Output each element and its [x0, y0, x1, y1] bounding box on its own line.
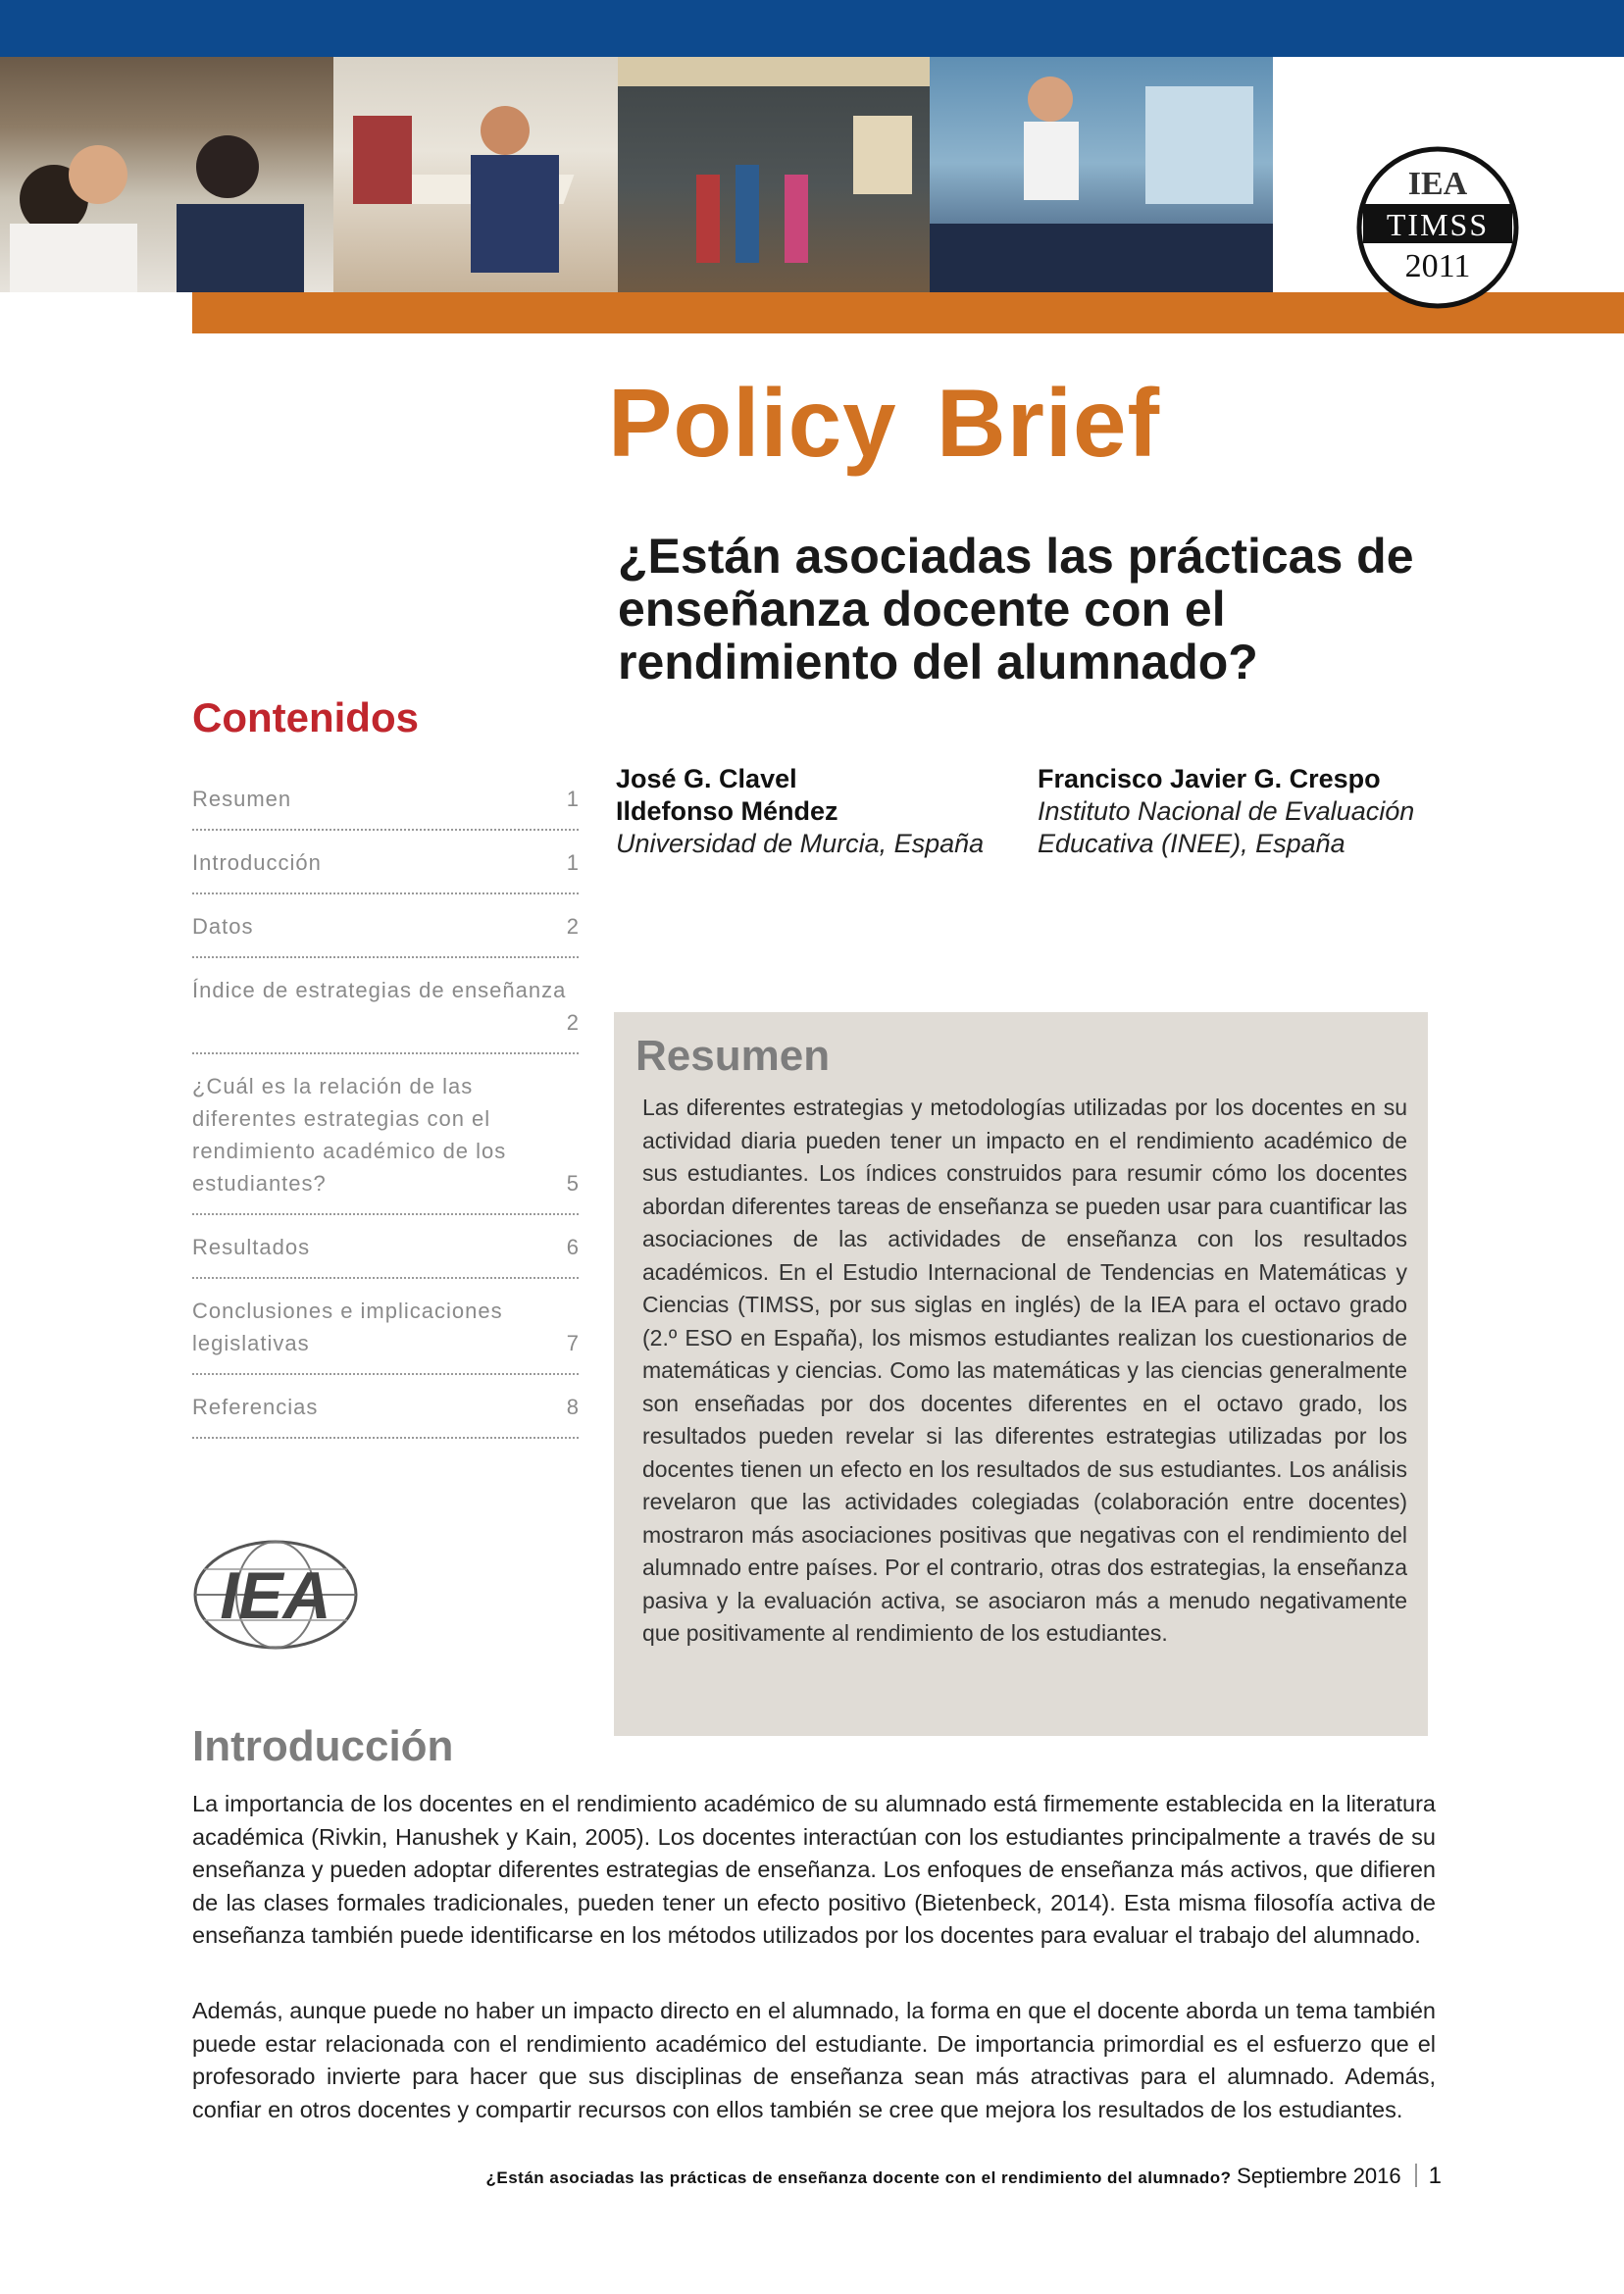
author-name: Ildefonso Méndez [616, 796, 838, 826]
table-of-contents [192, 783, 579, 1454]
toc-item-page: 2 [566, 914, 579, 939]
contents-heading: Contenidos [192, 694, 419, 740]
toc-item-label: Índice de estrategias de enseñanza [192, 978, 567, 1002]
classroom-photo-2 [333, 57, 618, 292]
page-number: 1 [1428, 2163, 1442, 2189]
toc-item-label: Introducción [192, 850, 322, 875]
toc-item-page: 8 [566, 1395, 579, 1419]
toc-item-page: 5 [566, 1171, 579, 1196]
seal-name-text: TIMSS [1386, 207, 1490, 242]
toc-item-relacion[interactable] [192, 1070, 579, 1215]
toc-item-conclusiones[interactable] [192, 1295, 579, 1375]
iea-logo-text: IEA [220, 1558, 331, 1633]
author-affiliation: Universidad de Murcia, España [616, 829, 985, 858]
toc-item-label: Datos [192, 914, 254, 939]
classroom-photo-4 [930, 57, 1273, 292]
toc-item-label: Resumen [192, 787, 292, 811]
toc-item-page: 2 [566, 1010, 579, 1035]
timss-2011-seal [1355, 145, 1520, 310]
toc-item-resultados[interactable] [192, 1231, 579, 1279]
author-affiliation: Instituto Nacional de Evaluación Educativa (INEE), España [1038, 796, 1415, 858]
toc-item-label: Referencias [192, 1395, 319, 1419]
iea-logo [192, 1538, 359, 1652]
toc-item-indice[interactable] [192, 974, 579, 1054]
toc-item-introduccion[interactable] [192, 846, 579, 894]
toc-item-page: 1 [566, 787, 579, 811]
top-color-bar [0, 0, 1624, 57]
toc-item-page: 1 [566, 850, 579, 875]
footer-separator [1415, 2164, 1417, 2187]
page-footer [373, 2163, 1442, 2190]
seal-top-text: IEA [1407, 166, 1468, 202]
author-name: Francisco Javier G. Crespo [1038, 764, 1381, 793]
footer-date: Septiembre 2016 [1237, 2164, 1401, 2188]
footer-title: ¿Están asociadas las prácticas de enseñanza docente con el rendimiento del alumnado? [485, 2168, 1232, 2187]
toc-item-label: ¿Cuál es la relación de las diferentes estrategias con el rendimiento académico de los estudiantes? [192, 1074, 507, 1196]
toc-item-page: 6 [566, 1235, 579, 1259]
toc-item-page: 7 [566, 1331, 579, 1355]
toc-item-referencias[interactable] [192, 1391, 579, 1439]
introduccion-paragraph-2: Además, aunque puede no haber un impacto directo en el alumnado, la forma en que el docente aborda un tema también puede estar relacionada con el rendimiento académico del estudiante. De importancia primordial es el esfuerzo que el profesorado invierte para hacer que sus disciplinas de enseñanza sean más atractivas para el alumnado. Además, confiar en otros docentes y compartir recursos con ellos también se cree que mejora los resultados de los estudiantes. [192, 1998, 1436, 2122]
authors-right [1038, 763, 1449, 860]
toc-item-datos[interactable] [192, 910, 579, 958]
headline: ¿Están asociadas las prácticas de enseñanza docente con el rendimiento del alumnado? [618, 529, 1414, 689]
introduccion-heading: Introducción [192, 1722, 454, 1770]
classroom-photo-1 [0, 57, 333, 292]
toc-item-resumen[interactable] [192, 783, 579, 831]
resumen-heading: Resumen [635, 1032, 831, 1080]
introduccion-paragraph-1: La importancia de los docentes en el rendimiento académico de su alumnado está firmemente establecida en la literatura académica (Rivkin, Hanushek y Kain, 2005). Los docentes interactúan con los estudiantes principalmente a través de su enseñanza y pueden adoptar diferentes estrategias de enseñanza. Los enfoques de enseñanza más activos, que difieren de las clases formales tradicionales, pueden tener un efecto positivo (Bietenbeck, 2014). Esta misma filosofía activa de enseñanza también puede identificarse en los métodos utilizados por los docentes para evaluar el trabajo del alumnado. [192, 1791, 1436, 1948]
page-title: Policy Brief [608, 369, 1161, 477]
toc-item-label: Conclusiones e implicaciones legislativas [192, 1299, 503, 1355]
authors-left [616, 763, 989, 860]
resumen-text: Las diferentes estrategias y metodologías utilizadas por los docentes en su actividad diaria pueden tener un impacto en el rendimiento académico de sus estudiantes. Los índices construidos para resumir cómo los docentes abordan diferentes tareas de enseñanza se pueden usar para cuantificar las asociaciones de las actividades de enseñanza con los resultados académicos. En el Estudio Internacional de Tendencias en Matemáticas y Ciencias (TIMSS, por sus siglas en inglés) de la IEA para el octavo grado (2.º ESO en España), los mismos estudiantes realizan los cuestionarios de matemáticas y ciencias. Como las matemáticas y las ciencias generalmente son enseñadas por dos docentes diferentes en el octavo grado, los resultados pueden revelar si las diferentes estrategias utilizadas por los docentes tienen un efecto en los resultados de sus estudiantes. Los análisis revelaron que las actividades colegiadas (colaboración entre docentes) mostraron más asociaciones positivas que negativas con el rendimiento del alumnado entre países. Por el contrario, otras dos estrategias, la enseñanza pasiva y la evaluación activa, se asociaron más a menudo negativamente que positivamente al rendimiento de los estudiantes. [642, 1095, 1407, 1646]
classroom-photo-strip [0, 57, 1273, 292]
author-name: José G. Clavel [616, 764, 797, 793]
classroom-photo-3 [618, 57, 930, 292]
toc-item-label: Resultados [192, 1235, 311, 1259]
seal-year-text: 2011 [1404, 248, 1471, 284]
